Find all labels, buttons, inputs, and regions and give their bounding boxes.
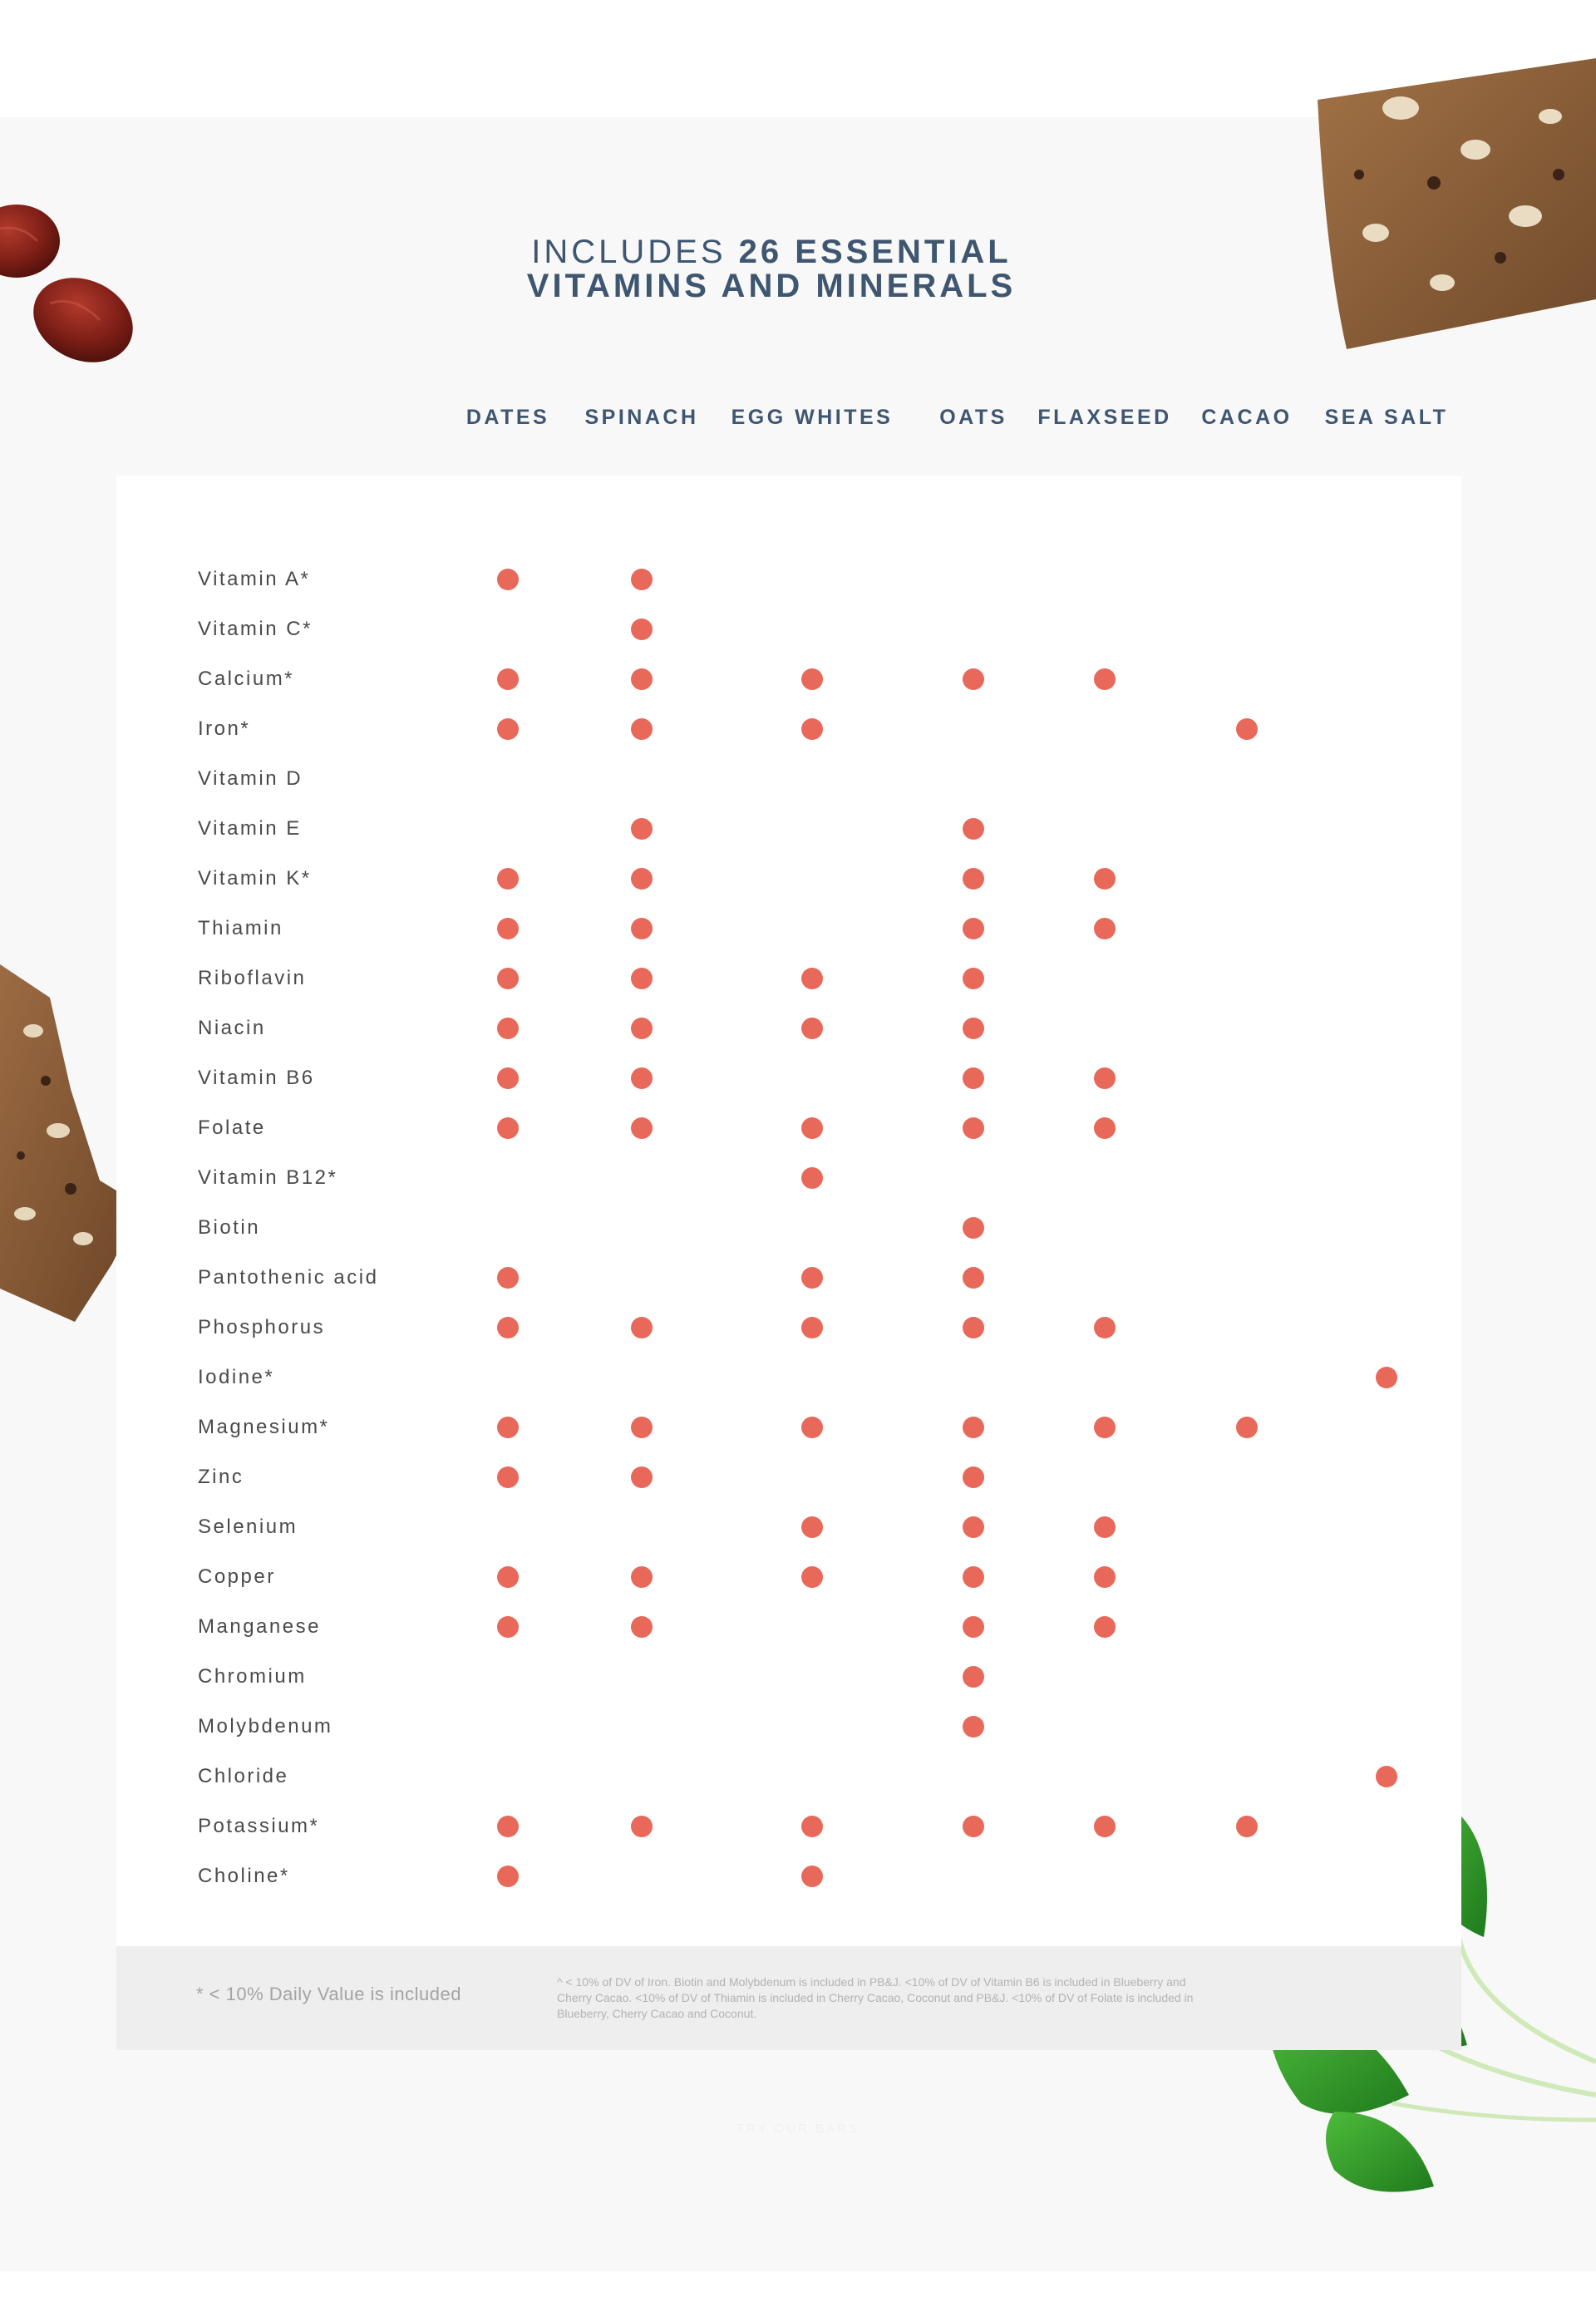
nutrient-dot xyxy=(497,1816,519,1837)
nutrient-dot xyxy=(497,1018,519,1039)
nutrient-dot xyxy=(801,1417,823,1438)
headline-light: INCLUDES xyxy=(531,234,727,270)
nutrient-dot xyxy=(497,1067,519,1089)
nutrient-dot xyxy=(963,1417,984,1438)
ingredient-header-flaxseed: FLAXSEED xyxy=(1037,406,1172,429)
nutrient-label: Thiamin xyxy=(198,917,283,939)
nutrient-label: Zinc xyxy=(198,1466,244,1488)
nutrient-dot xyxy=(801,1816,823,1837)
nutrient-dot xyxy=(1376,1766,1397,1787)
nutrient-dot xyxy=(631,1616,653,1638)
nutrient-label: Folate xyxy=(198,1116,266,1139)
nutrient-dot xyxy=(497,1866,519,1887)
nutrient-dot xyxy=(801,668,823,690)
nutrient-dot xyxy=(1094,1067,1116,1089)
nutrient-dot xyxy=(963,818,984,840)
nutrient-dot xyxy=(1094,918,1116,939)
nutrient-dot xyxy=(497,1616,519,1638)
nutrient-dot xyxy=(801,718,823,740)
headline-line2: VITAMINS AND MINERALS xyxy=(526,268,1017,304)
nutrient-dot xyxy=(631,1117,653,1139)
nutrient-dot xyxy=(631,1067,653,1089)
nutrient-dot xyxy=(497,918,519,939)
nutrient-dot xyxy=(631,718,653,740)
nutrient-label: Vitamin D xyxy=(198,767,303,790)
nutrient-dot xyxy=(1094,1566,1116,1588)
nutrient-dot xyxy=(497,1117,519,1139)
nutrient-dot xyxy=(631,619,653,640)
nutrient-label: Potassium* xyxy=(198,1815,320,1837)
nutrient-dot xyxy=(631,918,653,939)
nutrient-dot xyxy=(631,569,653,590)
nutrient-dot xyxy=(631,868,653,890)
nutrient-label: Molybdenum xyxy=(198,1715,333,1738)
nutrient-label: Choline* xyxy=(198,1865,290,1887)
nutrient-dot xyxy=(1094,1417,1116,1438)
nutrient-dot xyxy=(497,1417,519,1438)
nutrient-dot xyxy=(497,868,519,890)
nutrient-dot xyxy=(1094,1616,1116,1638)
nutrient-dot xyxy=(631,1566,653,1588)
ingredient-header-egg-whites: EGG WHITES xyxy=(731,406,894,429)
nutrient-label: Biotin xyxy=(198,1216,261,1239)
nutrient-dot xyxy=(631,968,653,989)
nutrient-dot xyxy=(497,668,519,690)
nutrient-label: Vitamin B6 xyxy=(198,1067,315,1089)
bar-top-right-image xyxy=(1301,50,1596,357)
nutrient-dot xyxy=(631,1317,653,1338)
nutrient-label: Chloride xyxy=(198,1765,289,1787)
nutrient-dot xyxy=(963,1267,984,1289)
nutrient-dot xyxy=(1236,1417,1258,1438)
nutrient-dot xyxy=(1094,1816,1116,1837)
nutrient-label: Manganese xyxy=(198,1615,321,1638)
ingredient-header-sea-salt: SEA SALT xyxy=(1324,406,1449,429)
footnote-detail: ^ < 10% of DV of Iron. Biotin and Molybdenum is included in PB&J. <10% of DV of Vitamin B6 is included in Blueberry and Cherry Cacao. <10% of DV of Thiamin is included in Cherry Cacao, Coconut and PB&J. <10% of DV of Folate is included in Blueberry, Cherry Cacao and Coconut. xyxy=(557,1975,1194,2020)
nutrient-dot xyxy=(497,968,519,989)
nutrient-label: Niacin xyxy=(198,1017,266,1039)
ingredient-header-oats: OATS xyxy=(939,406,1007,429)
nutrient-dot xyxy=(1376,1367,1397,1388)
nutrient-label: Riboflavin xyxy=(198,967,307,989)
nutrient-dot xyxy=(1094,1516,1116,1538)
nutrient-dot xyxy=(963,1067,984,1089)
nutrient-dot xyxy=(801,1516,823,1538)
nutrient-dot xyxy=(963,1616,984,1638)
nutrient-dot xyxy=(631,1417,653,1438)
nutrient-label: Magnesium* xyxy=(198,1416,330,1438)
nutrient-dot xyxy=(631,818,653,840)
nutrient-dot xyxy=(963,918,984,939)
nutrient-dot xyxy=(963,1816,984,1837)
nutrient-label: Copper xyxy=(198,1565,276,1588)
nutrient-label: Vitamin E xyxy=(198,817,302,840)
nutrient-label: Vitamin K* xyxy=(198,867,312,890)
try-our-bars-link[interactable]: TRY OUR BARS xyxy=(736,2122,860,2136)
nutrient-dot xyxy=(1094,668,1116,690)
nutrient-dot xyxy=(963,1516,984,1538)
nutrient-label: Iron* xyxy=(198,717,251,740)
headline-line1 xyxy=(0,235,1543,269)
ingredient-header-dates: DATES xyxy=(466,406,550,429)
nutrient-dot xyxy=(963,1018,984,1039)
nutrient-dot xyxy=(497,569,519,590)
nutrient-dot xyxy=(801,968,823,989)
nutrient-dot xyxy=(631,668,653,690)
nutrient-dot xyxy=(1094,1117,1116,1139)
nutrient-dot xyxy=(963,968,984,989)
nutrient-dot xyxy=(1236,718,1258,740)
nutrient-dot xyxy=(801,1866,823,1887)
nutrient-dot xyxy=(497,1267,519,1289)
nutrient-dot xyxy=(631,1466,653,1488)
nutrient-label: Iodine* xyxy=(198,1366,275,1388)
ingredient-header-spinach: SPINACH xyxy=(584,406,699,429)
nutrient-label: Calcium* xyxy=(198,668,295,690)
nutrient-dot xyxy=(497,1317,519,1338)
nutrient-dot xyxy=(1094,1317,1116,1338)
nutrient-dot xyxy=(801,1167,823,1189)
nutrient-dot xyxy=(1094,868,1116,890)
nutrient-dot xyxy=(497,1566,519,1588)
nutrient-label: Phosphorus xyxy=(198,1316,326,1338)
nutrient-label: Vitamin A* xyxy=(198,568,311,590)
nutrient-dot xyxy=(963,1466,984,1488)
nutrient-label: Vitamin B12* xyxy=(198,1166,338,1189)
nutrient-dot xyxy=(963,1217,984,1239)
nutrient-dot xyxy=(801,1267,823,1289)
nutrient-dot xyxy=(497,718,519,740)
footnote-main: * < 10% Daily Value is included xyxy=(196,1984,461,2004)
nutrient-dot xyxy=(963,1666,984,1688)
nutrient-label: Pantothenic acid xyxy=(198,1266,379,1289)
nutrient-dot xyxy=(801,1117,823,1139)
nutrient-dot xyxy=(963,668,984,690)
nutrient-dot xyxy=(801,1018,823,1039)
nutrient-dot xyxy=(801,1566,823,1588)
nutrient-dot xyxy=(631,1018,653,1039)
nutrient-label: Vitamin C* xyxy=(198,618,313,640)
nutrient-dot xyxy=(963,1317,984,1338)
nutrient-dot xyxy=(963,868,984,890)
nutrient-dot xyxy=(801,1317,823,1338)
nutrient-dot xyxy=(963,1716,984,1738)
headline-bold: 26 ESSENTIAL xyxy=(738,234,1012,270)
nutrient-dot xyxy=(963,1566,984,1588)
nutrient-dot xyxy=(1236,1816,1258,1837)
nutrient-label: Selenium xyxy=(198,1516,298,1538)
ingredient-header-cacao: CACAO xyxy=(1201,406,1293,429)
nutrient-dot xyxy=(497,1466,519,1488)
nutrient-dot xyxy=(631,1816,653,1837)
nutrient-dot xyxy=(963,1117,984,1139)
nutrient-label: Chromium xyxy=(198,1665,307,1688)
